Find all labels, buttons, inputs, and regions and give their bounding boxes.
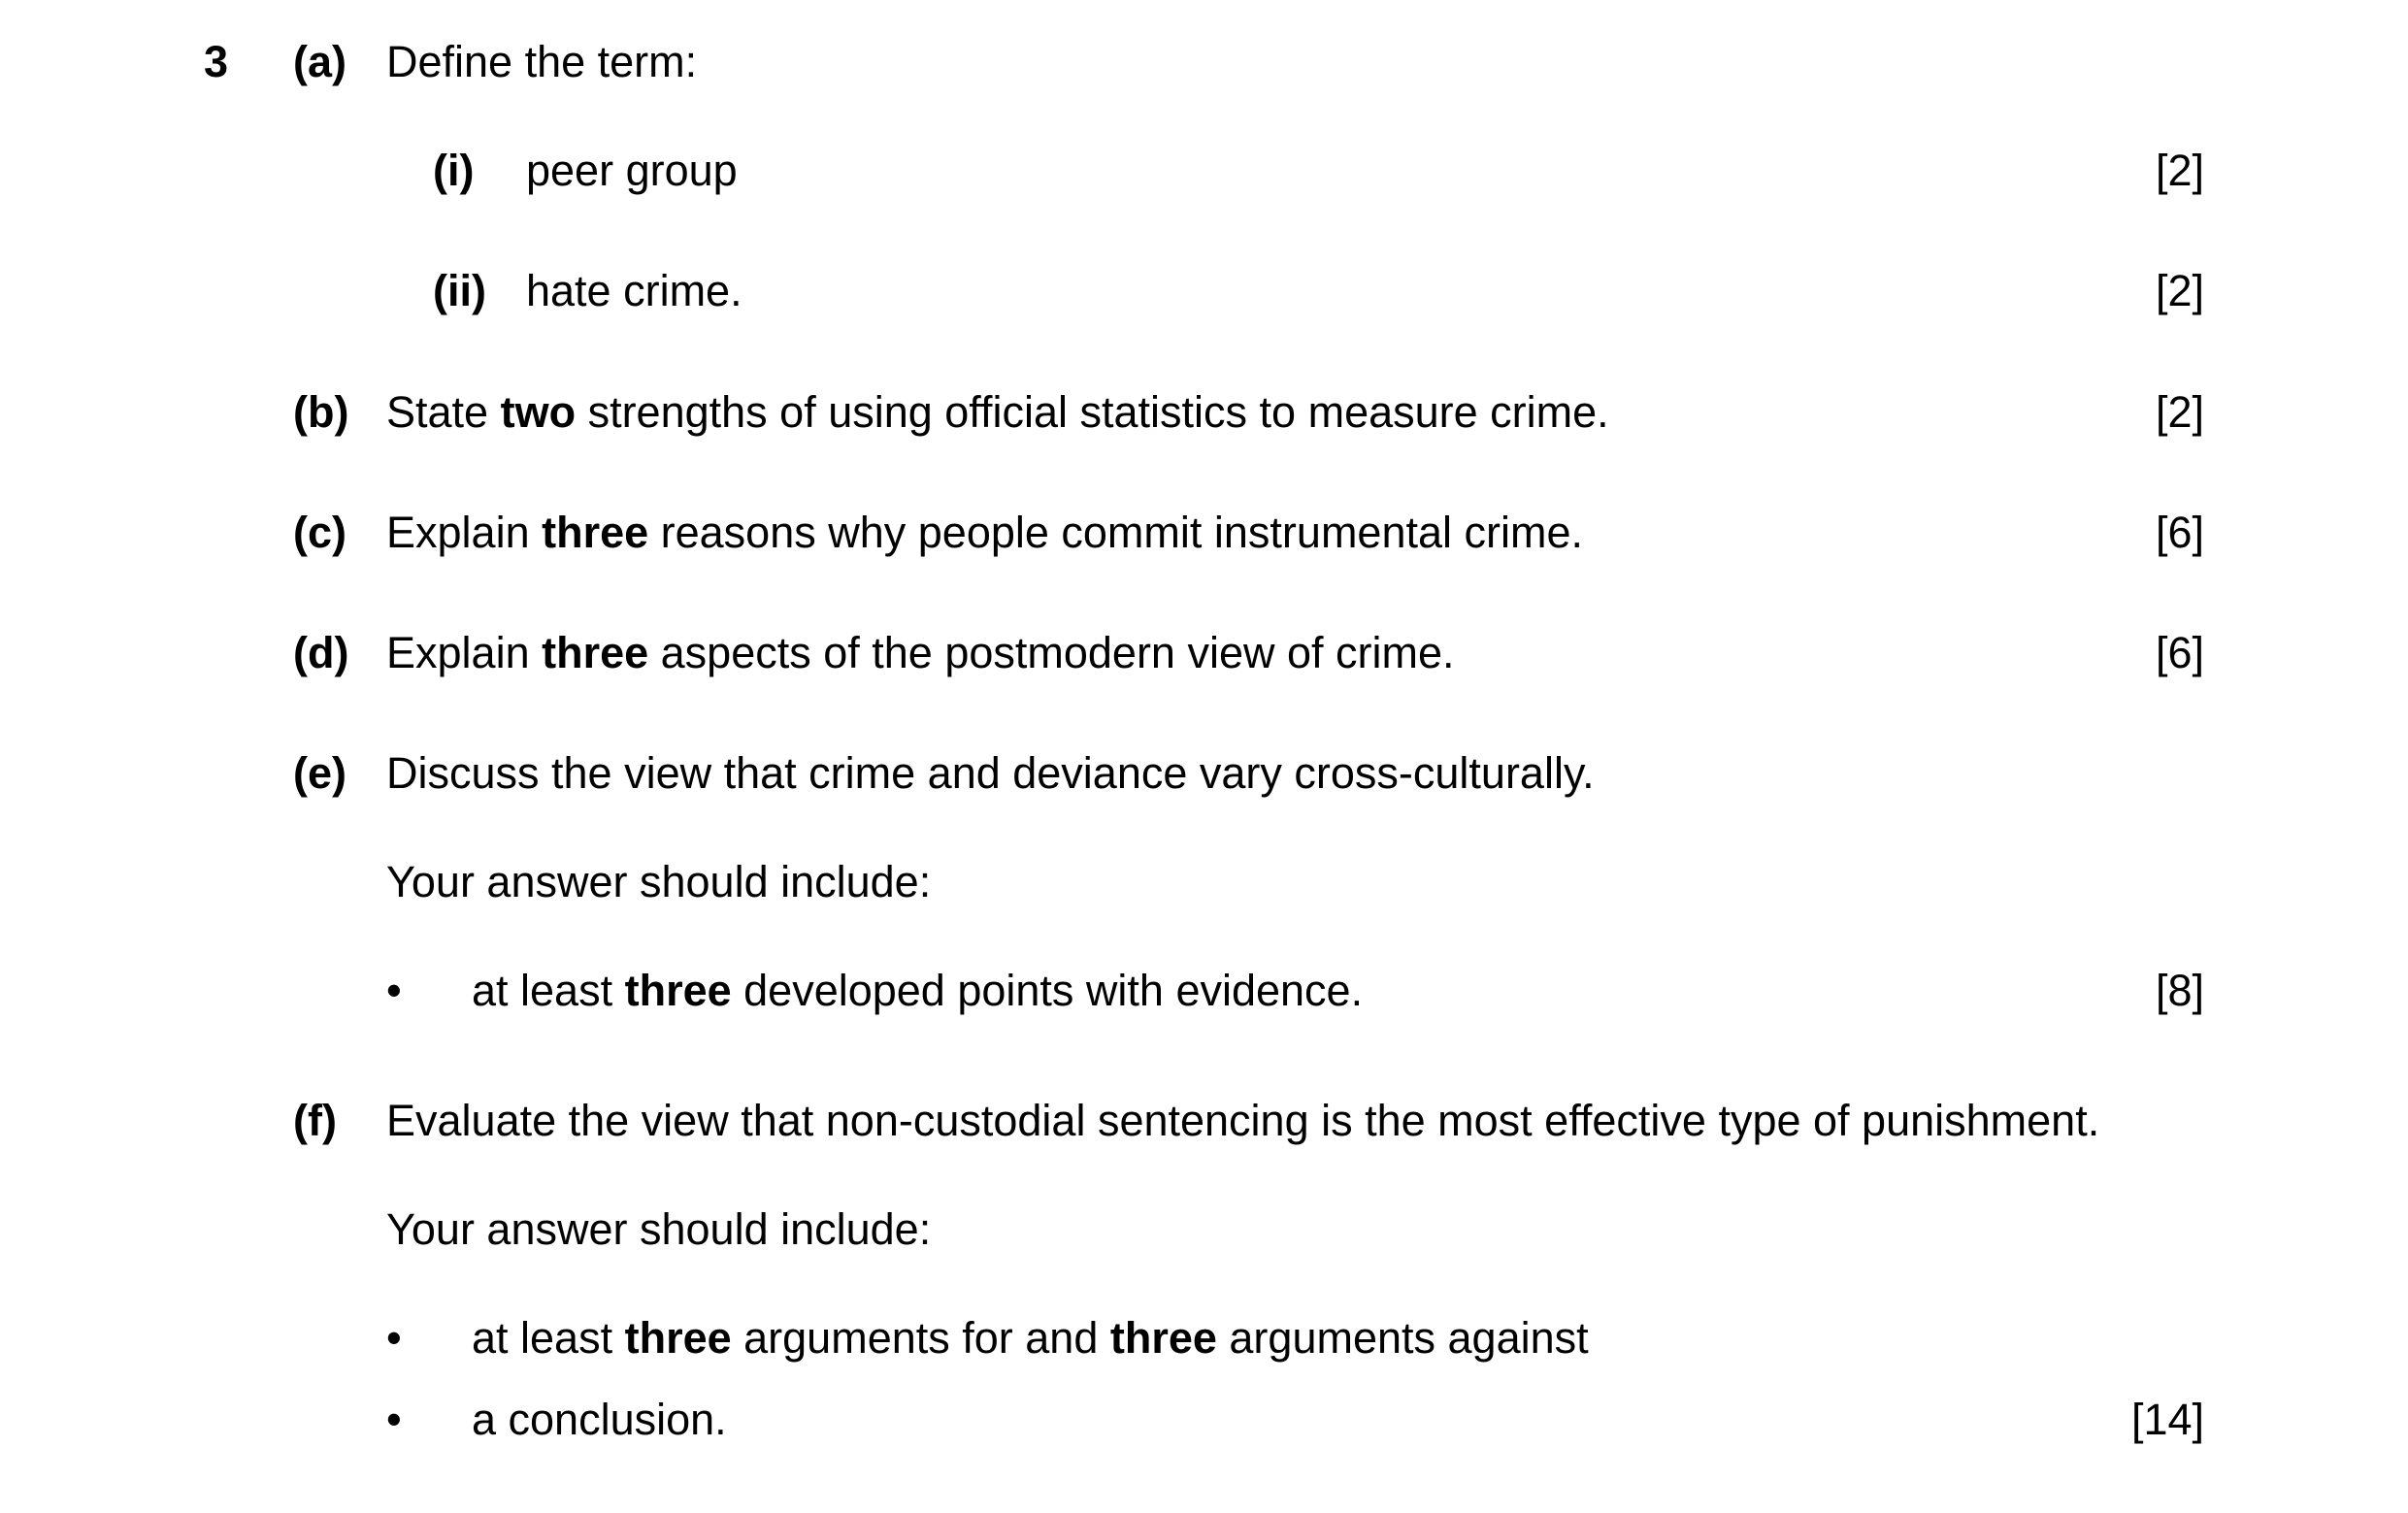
part-e-bullet-1-text xyxy=(472,964,1363,1018)
part-b-text-post: strengths of using official statistics to measure crime. xyxy=(576,387,1609,437)
part-f-bullet-1-pre: at least xyxy=(472,1313,625,1363)
part-a-i-text: peer group xyxy=(526,146,738,195)
part-f-label: (f) xyxy=(293,1096,337,1145)
part-e-label: (e) xyxy=(293,748,346,798)
question-number: 3 xyxy=(204,37,229,86)
part-f-bullet-2-symbol: • xyxy=(386,1395,402,1444)
part-f-bullet-1-post: arguments against xyxy=(1216,1313,1589,1363)
part-e-marks: [8] xyxy=(2155,966,2204,1015)
part-f-bullet-1-symbol: • xyxy=(386,1313,402,1363)
part-d-text xyxy=(386,626,1455,680)
part-c-text xyxy=(386,506,1583,560)
part-e-bullet-1-bold: three xyxy=(624,966,732,1015)
part-f-marks: [14] xyxy=(2130,1395,2204,1444)
part-a-label: (a) xyxy=(293,37,346,86)
part-c-marks: [6] xyxy=(2155,508,2204,557)
part-e-bullet-1-pre: at least xyxy=(472,966,625,1015)
part-b-text xyxy=(386,385,1609,440)
part-f-include: Your answer should include: xyxy=(386,1204,932,1254)
part-f-text: Evaluate the view that non-custodial sentencing is the most effective type of punishment. xyxy=(386,1096,2100,1145)
part-f-bullet-1-bold-1: three xyxy=(624,1313,732,1363)
part-d-text-bold: three xyxy=(542,628,649,677)
part-c-text-post: reasons why people commit instrumental crime. xyxy=(648,508,1584,557)
part-d-label: (d) xyxy=(293,628,349,677)
part-c-text-bold: three xyxy=(542,508,649,557)
part-b-label: (b) xyxy=(293,387,349,437)
part-b-text-bold: two xyxy=(500,387,577,437)
part-a-i-marks: [2] xyxy=(2155,146,2204,195)
part-b-marks: [2] xyxy=(2155,387,2204,437)
part-a-ii-label: (ii) xyxy=(433,266,486,315)
part-e-bullet-1-post: developed points with evidence. xyxy=(731,966,1364,1015)
part-f-bullet-2-text: a conclusion. xyxy=(472,1395,727,1444)
part-a-ii-text: hate crime. xyxy=(526,266,742,315)
part-c-label: (c) xyxy=(293,508,346,557)
part-f-bullet-1-text xyxy=(472,1311,1589,1365)
part-d-text-post: aspects of the postmodern view of crime. xyxy=(648,628,1455,677)
part-e-text: Discuss the view that crime and deviance vary cross-culturally. xyxy=(386,748,1595,798)
part-a-ii-marks: [2] xyxy=(2155,266,2204,315)
part-b-text-pre: State xyxy=(386,387,501,437)
part-e-bullet-1-symbol: • xyxy=(386,966,402,1015)
part-f-bullet-1-mid: arguments for and xyxy=(731,1313,1110,1363)
part-a-i-label: (i) xyxy=(433,146,475,195)
part-f-bullet-1-bold-2: three xyxy=(1109,1313,1217,1363)
part-c-text-pre: Explain xyxy=(386,508,543,557)
part-d-marks: [6] xyxy=(2155,628,2204,677)
part-d-text-pre: Explain xyxy=(386,628,543,677)
part-e-include: Your answer should include: xyxy=(386,857,932,906)
part-a-text: Define the term: xyxy=(386,37,698,86)
